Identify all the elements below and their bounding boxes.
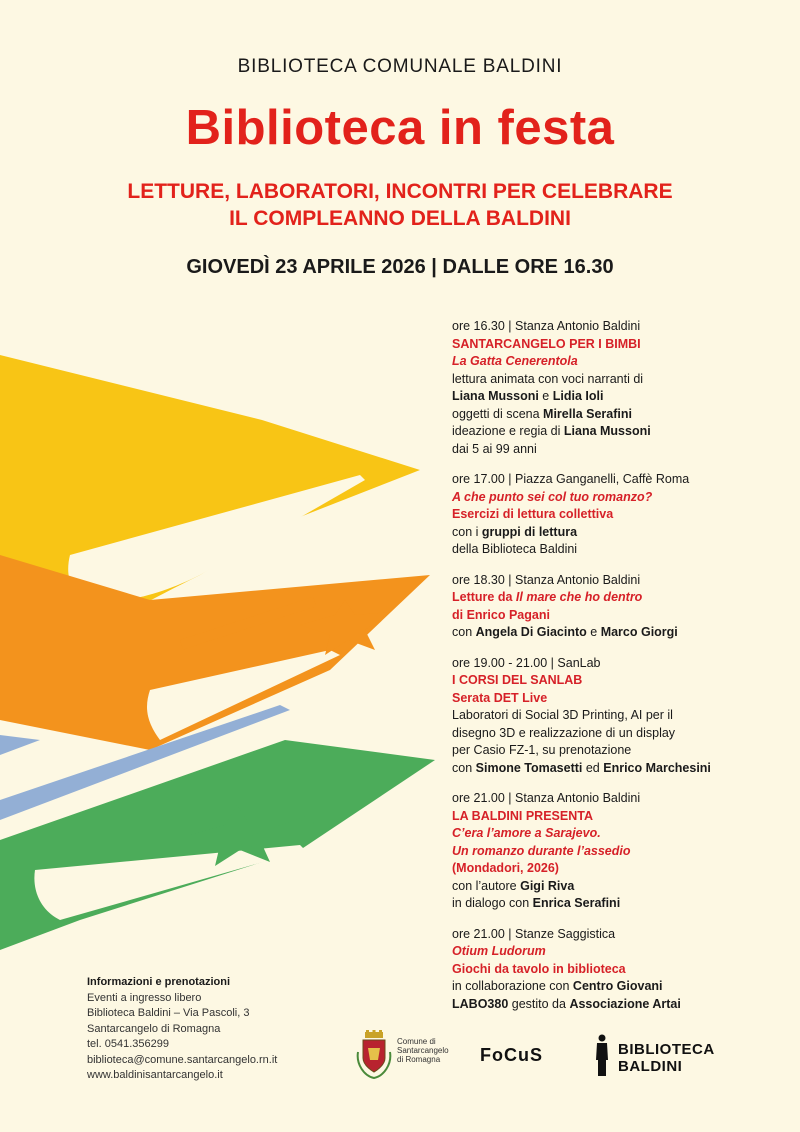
event-heading: Giochi da tavolo in biblioteca — [452, 961, 626, 976]
person-name: Liana Mussoni — [452, 389, 539, 403]
desc-prefix: con — [452, 625, 476, 639]
event-desc: della Biblioteca Baldini — [452, 542, 578, 556]
info-phone: tel. 0541.356299 — [87, 1038, 169, 1050]
event-meta: ore 19.00 - 21.00 | SanLab — [452, 655, 601, 670]
event-desc — [452, 895, 792, 913]
person-name: Simone Tomasetti — [475, 760, 583, 775]
comune-name — [397, 1037, 449, 1064]
desc-prefix: in collaborazione con — [452, 979, 573, 993]
info-website[interactable]: www.baldinisantarcangelo.it — [87, 1069, 223, 1081]
program-list — [452, 318, 792, 1026]
event-desc — [452, 423, 792, 441]
info-email[interactable]: biblioteca@comune.santarcangelo.rn.it — [87, 1053, 278, 1066]
desc-prefix: con l’autore — [452, 878, 521, 893]
event-heading-2: di Enrico Pagani — [452, 607, 550, 622]
event-date: GIOVEDÌ 23 APRILE 2026 | DALLE ORE 16.30 — [186, 256, 614, 278]
subtitle-line-2: IL COMPLEANNO DELLA BALDINI — [229, 207, 571, 230]
person-name: Angela Di Giacinto — [475, 625, 587, 639]
biblioteca-logo-line: BALDINI — [618, 1058, 683, 1075]
desc-bold: Associazione Artai — [569, 996, 681, 1011]
event-title: Il mare che ho dentro — [515, 590, 643, 604]
event-title: La Gatta Cenerentola — [452, 354, 578, 368]
event-title: Otium Ludorum — [452, 944, 546, 958]
desc-bold: Centro Giovani — [572, 979, 663, 993]
event-desc — [452, 760, 792, 778]
person-name: Lidia Ioli — [552, 389, 604, 403]
books-illustration — [0, 320, 440, 970]
comune-crest-icon — [356, 1030, 392, 1080]
desc-bold: gruppi di lettura — [481, 524, 578, 539]
event-desc: disegno 3D e realizzazione di un display — [452, 725, 676, 740]
event-item — [452, 790, 792, 913]
event-item — [452, 926, 792, 1014]
desc-mid: gestito da — [508, 996, 570, 1011]
info-line: Eventi a ingresso libero — [87, 991, 202, 1004]
desc-prefix: con i — [452, 524, 482, 539]
event-heading: SANTARCANGELO PER I BIMBI — [452, 336, 641, 351]
event-item — [452, 318, 792, 458]
subtitle-line-1: LETTURE, LABORATORI, INCONTRI PER CELEBRARE — [127, 180, 673, 203]
desc-prefix: ideazione e regia di — [452, 424, 564, 438]
comune-line: di Romagna — [397, 1055, 441, 1064]
person-name: Enrica Serafini — [532, 896, 621, 910]
person-name: Enrico Marchesini — [603, 760, 711, 775]
event-item — [452, 572, 792, 642]
biblioteca-logo-line: BIBLIOTECA — [618, 1041, 715, 1058]
biblioteca-logo-text — [618, 1041, 715, 1075]
event-desc — [452, 388, 792, 406]
event-heading: Esercizi di lettura collettiva — [452, 507, 614, 521]
desc-prefix: con — [452, 760, 476, 775]
blue-book-strip — [0, 735, 40, 755]
name-join: e — [586, 625, 601, 639]
event-title: C’era l’amore a Sarajevo. — [452, 826, 601, 840]
event-title: A che punto sei col tuo romanzo? — [452, 489, 653, 504]
heading-prefix: Letture da — [452, 590, 516, 604]
event-heading-2: Serata DET Live — [452, 690, 548, 705]
event-heading: LA BALDINI PRESENTA — [452, 808, 593, 823]
focus-logo: FoCuS — [480, 1045, 543, 1065]
desc-prefix: oggetti di scena — [452, 406, 544, 421]
name-join: ed — [582, 760, 604, 775]
event-desc: lettura animata con voci narranti di — [452, 371, 644, 386]
organization-name: BIBLIOTECA COMUNALE BALDINI — [237, 56, 563, 77]
info-title: Informazioni e prenotazioni — [87, 976, 231, 988]
name-join: e — [538, 389, 553, 403]
event-desc — [452, 978, 792, 996]
person-name: Gigi Riva — [520, 878, 575, 893]
page-title: Biblioteca in festa — [185, 101, 615, 155]
event-meta: ore 17.00 | Piazza Ganganelli, Caffè Roma — [452, 472, 690, 486]
event-heading: I CORSI DEL SANLAB — [452, 673, 583, 687]
person-name: Mirella Serafini — [543, 406, 632, 421]
event-desc — [452, 624, 792, 642]
event-desc: dai 5 ai 99 anni — [452, 441, 537, 456]
event-desc — [452, 524, 792, 542]
comune-line: Comune di — [397, 1037, 436, 1046]
orange-book-cover — [0, 555, 430, 750]
event-title-2: Un romanzo durante l’assedio — [452, 843, 631, 858]
event-meta: ore 16.30 | Stanza Antonio Baldini — [452, 319, 641, 333]
event-meta: ore 21.00 | Stanze Saggistica — [452, 926, 616, 941]
event-item — [452, 655, 792, 778]
event-meta: ore 21.00 | Stanza Antonio Baldini — [452, 791, 641, 805]
event-desc — [452, 406, 792, 424]
event-item — [452, 471, 792, 559]
person-name: Marco Giorgi — [600, 625, 678, 639]
comune-line: Santarcangelo — [397, 1046, 449, 1055]
desc-prefix: in dialogo con — [452, 896, 533, 910]
subtitle — [0, 178, 800, 232]
person-name: Liana Mussoni — [563, 424, 651, 438]
event-heading-2: (Mondadori, 2026) — [452, 861, 559, 875]
info-city: Santarcangelo di Romagna — [87, 1022, 221, 1035]
event-desc — [452, 878, 792, 896]
event-meta: ore 18.30 | Stanza Antonio Baldini — [452, 572, 641, 587]
event-heading — [452, 589, 792, 607]
desc-bold: LABO380 — [452, 996, 509, 1011]
event-desc — [452, 996, 792, 1014]
info-address: Biblioteca Baldini – Via Pascoli, 3 — [87, 1007, 250, 1019]
event-desc: Laboratori di Social 3D Printing, AI per il — [452, 708, 673, 722]
event-desc: per Casio FZ-1, su prenotazione — [452, 743, 632, 757]
logos-bar — [0, 1030, 800, 1090]
statue-logo-icon — [594, 1034, 610, 1078]
